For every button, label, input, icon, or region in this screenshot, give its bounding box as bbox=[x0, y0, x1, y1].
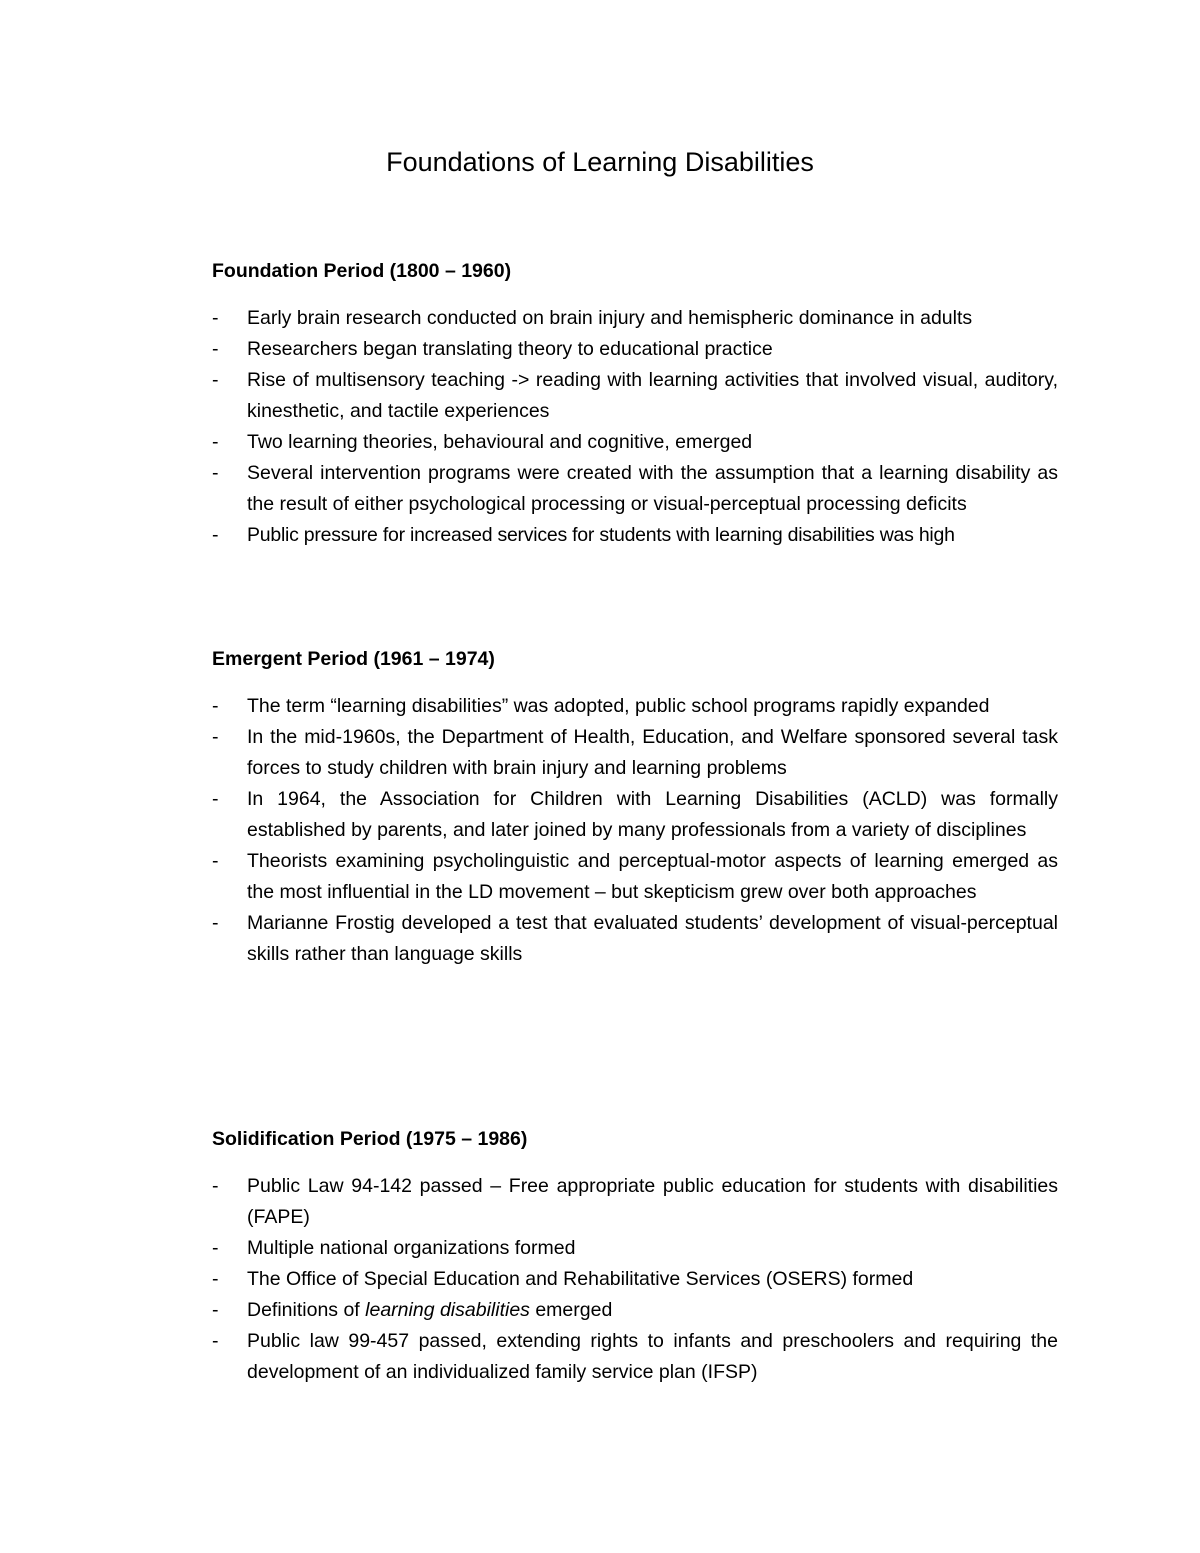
list-item-text: Public pressure for increased services for students with learning disabilities was high bbox=[247, 524, 955, 546]
dash-marker: - bbox=[212, 1268, 219, 1290]
list-item-text: Rise of multisensory teaching -> reading with learning activities that involved visual, auditory, kinesthetic, and tactile experiences bbox=[247, 369, 1058, 422]
list-item bbox=[212, 520, 1058, 551]
list-item bbox=[212, 365, 1058, 427]
list-item-text: Marianne Frostig developed a test that evaluated students’ development of visual-perceptual skills rather than language skills bbox=[247, 912, 1058, 965]
list-item-text: In the mid-1960s, the Department of Health, Education, and Welfare sponsored several task forces to study children with brain injury and learning problems bbox=[247, 726, 1058, 779]
bullet-list bbox=[212, 303, 1058, 551]
italic-phrase: learning disabilities bbox=[365, 1299, 530, 1321]
dash-marker: - bbox=[212, 1299, 219, 1321]
section-foundation-period bbox=[212, 256, 1058, 551]
dash-marker: - bbox=[212, 726, 219, 748]
dash-marker: - bbox=[212, 524, 219, 546]
dash-marker: - bbox=[212, 850, 219, 872]
list-item bbox=[212, 846, 1058, 908]
dash-marker: - bbox=[212, 431, 219, 453]
list-item-text: Public Law 94-142 passed – Free appropriate public education for students with disabilities (FAPE) bbox=[247, 1175, 1058, 1228]
dash-marker: - bbox=[212, 912, 219, 934]
list-item bbox=[212, 334, 1058, 365]
list-item bbox=[212, 1326, 1058, 1388]
list-item-text: Early brain research conducted on brain injury and hemispheric dominance in adults bbox=[247, 307, 973, 329]
bullet-list bbox=[212, 1171, 1058, 1388]
list-item bbox=[212, 1295, 1058, 1326]
list-item bbox=[212, 1171, 1058, 1233]
list-item-text: Two learning theories, behavioural and cognitive, emerged bbox=[247, 431, 753, 453]
section-solidification-period bbox=[212, 1124, 1058, 1388]
dash-marker: - bbox=[212, 307, 219, 329]
list-item-text: Definitions of learning disabilities emerged bbox=[247, 1299, 613, 1321]
section-heading: Foundation Period (1800 – 1960) bbox=[212, 260, 512, 282]
bullet-list bbox=[212, 691, 1058, 970]
list-item-text: Theorists examining psycholinguistic and perceptual-motor aspects of learning emerged as the most influential in the LD movement – but skepticism grew over both approaches bbox=[247, 850, 1058, 903]
document-title: Foundations of Learning Disabilities bbox=[386, 147, 814, 177]
list-item bbox=[212, 1233, 1058, 1264]
list-item-text: The Office of Special Education and Rehabilitative Services (OSERS) formed bbox=[247, 1268, 914, 1290]
section-emergent-period bbox=[212, 644, 1058, 970]
list-item bbox=[212, 908, 1058, 970]
dash-marker: - bbox=[212, 1330, 219, 1352]
dash-marker: - bbox=[212, 338, 219, 360]
list-item-text: Researchers began translating theory to educational practice bbox=[247, 338, 773, 360]
dash-marker: - bbox=[212, 1237, 219, 1259]
list-item bbox=[212, 784, 1058, 846]
list-item-text: In 1964, the Association for Children with Learning Disabilities (ACLD) was formally established by parents, and later joined by many professionals from a variety of disciplines bbox=[247, 788, 1058, 841]
dash-marker: - bbox=[212, 369, 219, 391]
list-item bbox=[212, 1264, 1058, 1295]
section-heading: Solidification Period (1975 – 1986) bbox=[212, 1128, 528, 1150]
list-item bbox=[212, 427, 1058, 458]
list-item bbox=[212, 458, 1058, 520]
list-item-text: Multiple national organizations formed bbox=[247, 1237, 576, 1259]
section-heading: Emergent Period (1961 – 1974) bbox=[212, 648, 495, 670]
list-item bbox=[212, 722, 1058, 784]
list-item-text: The term “learning disabilities” was adopted, public school programs rapidly expanded bbox=[247, 695, 990, 717]
dash-marker: - bbox=[212, 1175, 219, 1197]
list-item bbox=[212, 303, 1058, 334]
dash-marker: - bbox=[212, 695, 219, 717]
dash-marker: - bbox=[212, 788, 219, 810]
list-item-text: Public law 99-457 passed, extending rights to infants and preschoolers and requiring the development of an individualized family service plan (IFSP) bbox=[247, 1330, 1058, 1383]
list-item-text: Several intervention programs were created with the assumption that a learning disability as the result of either psychological processing or visual-perceptual processing deficits bbox=[247, 462, 1058, 515]
list-item bbox=[212, 691, 1058, 722]
dash-marker: - bbox=[212, 462, 219, 484]
